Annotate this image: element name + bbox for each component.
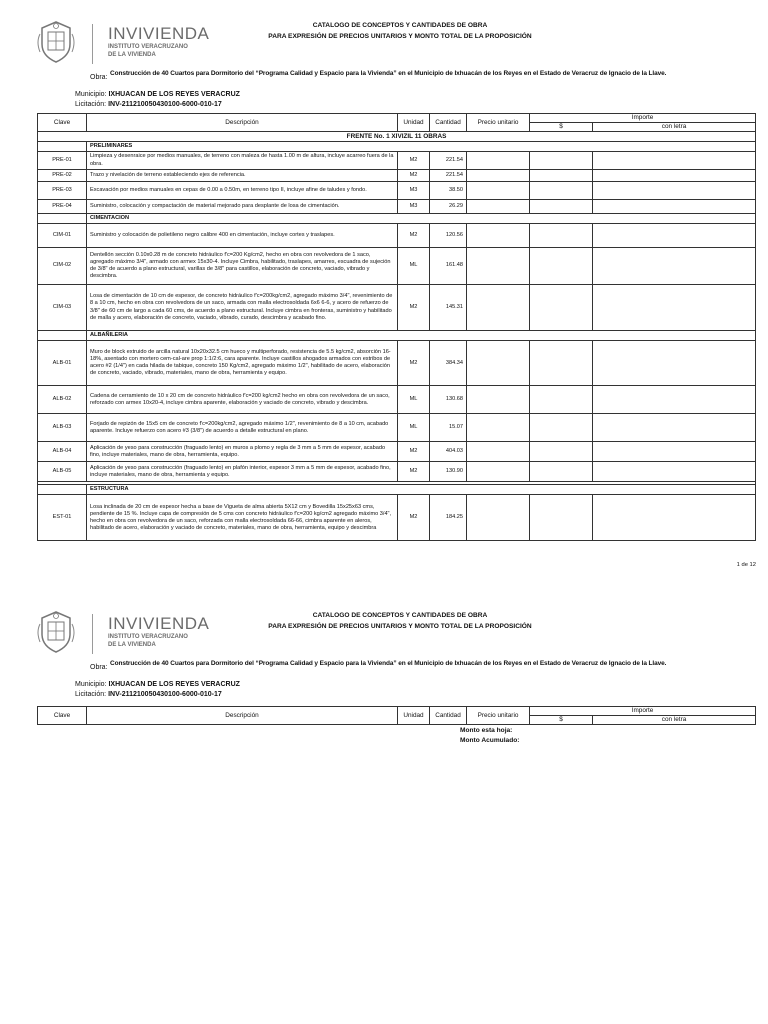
quantity-cell: 184.25 — [430, 495, 467, 541]
table-row — [38, 181, 756, 199]
catalog-title: CATALOGO DE CONCEPTOS Y CANTIDADES DE OBRA — [312, 22, 488, 29]
amount-cell[interactable] — [530, 386, 593, 414]
catalog-subtitle: PARA EXPRESIÓN DE PRECIOS UNITARIOS Y MONTO TOTAL DE LA PROPOSICIÓN — [268, 33, 532, 40]
unit-cell: ML — [398, 248, 430, 285]
amount-letters-cell[interactable] — [593, 341, 756, 386]
unit-cell: M2 — [398, 495, 430, 541]
col-pesos: $ — [530, 716, 593, 725]
obra-label: Obra: — [90, 664, 108, 671]
unit-cell: M2 — [398, 224, 430, 248]
section-cimentacion: CIMENTACION — [87, 213, 756, 223]
monto-acumulado-label: Monto Acumulado: — [460, 737, 520, 744]
amount-letters-cell[interactable] — [593, 248, 756, 285]
amount-letters-cell[interactable] — [593, 442, 756, 462]
frente-label: FRENTE No. 1 XIVIZIL 11 OBRAS — [38, 132, 756, 142]
invivienda-logo — [36, 20, 210, 68]
amount-letters-cell[interactable] — [593, 386, 756, 414]
amount-cell[interactable] — [530, 285, 593, 331]
quantity-cell: 38.50 — [430, 181, 467, 199]
amount-cell[interactable] — [530, 169, 593, 181]
veracruz-seal-icon — [36, 20, 76, 64]
amount-cell[interactable] — [530, 495, 593, 541]
clave-cell: PRE-03 — [38, 181, 87, 199]
description-cell: Muro de block extruido de arcilla natural 10x20x32.5 cm hueco y multiperforado, resistencia de 5.5 kg/cm2, absorción 16-18%, asentado con mortero cem-cal-are prop 1:1/2:6, cara aparente. Incluye castillos ahogados armados con estribos de acero #2 (1/4") en cada hilada de tabique, concreto 150 Kg/cm2, agregado máximo 1/2", habilitado de acero, elaboración de concreto, vaciado, vibrado, materiales, mano de obra, herramienta y equipo. — [87, 341, 398, 386]
unit-cell: ML — [398, 414, 430, 442]
col-clave: Clave — [38, 707, 87, 725]
logo-subtitle-2: DE LA VIVIENDA — [108, 642, 156, 648]
col-precio: Precio unitario — [467, 707, 530, 725]
quantity-cell: 26.29 — [430, 199, 467, 213]
invivienda-logo — [36, 610, 210, 658]
col-importe: Importe — [530, 114, 756, 123]
col-descripcion: Descripción — [87, 114, 398, 132]
col-importe: Importe — [530, 707, 756, 716]
obra-description: Construcción de 40 Cuartos para Dormitorio del “Programa Calidad y Espacio para la Vivienda” en el Municipio de Ixhuacán de los Reyes en el Estado de Veracruz de Ignacio de la Llave. — [110, 70, 667, 77]
price-cell[interactable] — [467, 341, 530, 386]
amount-letters-cell[interactable] — [593, 181, 756, 199]
quantity-cell: 15.07 — [430, 414, 467, 442]
col-cantidad: Cantidad — [430, 707, 467, 725]
col-descripcion: Descripción — [87, 707, 398, 725]
amount-letters-cell[interactable] — [593, 462, 756, 482]
municipio-label: Municipio: — [75, 91, 107, 98]
col-clave: Clave — [38, 114, 87, 132]
clave-cell: PRE-02 — [38, 169, 87, 181]
price-cell[interactable] — [467, 248, 530, 285]
section-row — [38, 142, 756, 152]
price-cell[interactable] — [467, 462, 530, 482]
catalog-title: CATALOGO DE CONCEPTOS Y CANTIDADES DE OBRA — [312, 612, 488, 619]
logo-name: INVIVIENDA — [108, 614, 210, 633]
price-cell[interactable] — [467, 386, 530, 414]
logo-subtitle-1: INSTITUTO VERACRUZANO — [108, 44, 188, 50]
col-precio: Precio unitario — [467, 114, 530, 132]
table-row — [38, 199, 756, 213]
price-cell[interactable] — [467, 169, 530, 181]
description-cell: Forjado de repizón de 15x5 cm de concreto f'c=200kg/cm2, agregado máximo 1/2", revenimiento de 8 a 10 cm, acabado aparente. Incluye refuerzo con acero #3 (3/8") de acuerdo a detalle estructural en plano. — [87, 414, 398, 442]
amount-cell[interactable] — [530, 462, 593, 482]
quantity-cell: 130.68 — [430, 386, 467, 414]
price-cell[interactable] — [467, 224, 530, 248]
table-row — [38, 341, 756, 386]
table-row — [38, 462, 756, 482]
licitacion-row — [75, 691, 222, 698]
table-row — [38, 285, 756, 331]
unit-cell: M2 — [398, 285, 430, 331]
municipio-row — [75, 681, 240, 688]
licitacion-label: Licitación: — [75, 101, 107, 108]
amount-cell[interactable] — [530, 199, 593, 213]
clave-cell: ALB-05 — [38, 462, 87, 482]
section-estructura: ESTRUCTURA — [87, 485, 756, 495]
price-cell[interactable] — [467, 442, 530, 462]
clave-cell: ALB-04 — [38, 442, 87, 462]
amount-cell[interactable] — [530, 341, 593, 386]
clave-cell: PRE-01 — [38, 152, 87, 169]
price-cell[interactable] — [467, 152, 530, 169]
table-row — [38, 169, 756, 181]
obra-description: Construcción de 40 Cuartos para Dormitorio del “Programa Calidad y Espacio para la Vivienda” en el Municipio de Ixhuacán de los Reyes en el Estado de Veracruz de Ignacio de la Llave. — [110, 660, 667, 667]
concepts-table-header — [37, 706, 756, 725]
quantity-cell: 130.90 — [430, 462, 467, 482]
section-preliminares: PRELIMINARES — [87, 142, 756, 152]
page-2 — [0, 590, 768, 1024]
table-row — [38, 248, 756, 285]
description-cell: Trazo y nivelación de terreno estableciendo ejes de referencia. — [87, 169, 398, 181]
amount-letters-cell[interactable] — [593, 495, 756, 541]
section-row — [38, 213, 756, 223]
licitacion-value: INV-211210050430100-6000-010-17 — [108, 691, 222, 698]
table-header-row — [38, 114, 756, 123]
description-cell: Suministro y colocación de polietileno negro calibre 400 en cimentación, incluye cortes y traslapes. — [87, 224, 398, 248]
amount-cell[interactable] — [530, 414, 593, 442]
unit-cell: M2 — [398, 462, 430, 482]
col-unidad: Unidad — [398, 114, 430, 132]
amount-cell[interactable] — [530, 181, 593, 199]
clave-cell: ALB-03 — [38, 414, 87, 442]
section-row — [38, 485, 756, 495]
col-cantidad: Cantidad — [430, 114, 467, 132]
clave-cell: PRE-04 — [38, 199, 87, 213]
description-cell: Excavación por medios manuales en cepas de 0.00 a 0.50m, en terreno tipo II, incluye afine de taludes y fondo. — [87, 181, 398, 199]
unit-cell: M2 — [398, 442, 430, 462]
description-cell: Losa inclinada de 20 cm de espesor hecha a base de Vigueta de alma abierta 5X12 cm y Bovedilla 15x25x63 cms, pendiente de 15 %. Incluye capa de compresión de 5 cms con concreto hidráulico f'c=200 kg/cm2 agregado máximo 3/4", hecho en obra con revolvedora de un saco, reforzada con malla electrosoldada 66-66, cimbra aparente en aleros, habilitado de acero, elaboración y vaciado de concreto, materiales, mano de obra, herramienta, equipo y descimbra — [87, 495, 398, 541]
description-cell: Dentellón sección 0.10x0.28 m de concreto hidráulico f'c=200 Kg/cm2, hecho en obra con revolvedora de 1 saco, agregado máximo 3/4", armado con armex 15x30-4. Incluye Cimbra, habilitado, traslapes, amarres, escuadra de sujeción de 3/8" de acuerdo a plano estructural, varillas de 3/8" para castillos, elaboración de concreto, vaciado, vibrado y descimbra. — [87, 248, 398, 285]
amount-letters-cell[interactable] — [593, 169, 756, 181]
description-cell: Cadena de cerramiento de 10 x 20 cm de concreto hidráulico f'c=200 kg/cm2 hecho en obra con revolvedora de un saco, reforzado con armex 10x20-4, incluye cimbra aparente, elaboración y vaciado de concreto, vibrado y descimbra. — [87, 386, 398, 414]
monto-hoja-label: Monto esta hoja: — [460, 727, 513, 734]
quantity-cell: 120.56 — [430, 224, 467, 248]
municipio-label: Municipio: — [75, 681, 107, 688]
description-cell: Losa de cimentación de 10 cm de espesor, de concreto hidráulico f'c=200kg/cm2, agregado máximo 3/4", revenimiento de 8 a 10 cm, hecho en obra con revolvedora de un saco, armada con malla electrosoldada 6x6 6-6, y acero de refuerzo de 3/8" de 60 cm de largo a cada 60 cms, de acuerdo a plano estructural. Incluye cimbra en fronteras, suministro y habilitado de malla y acero, elaboración de concreto, vaciado, vibrado, curado, descimbra y acabado fino. — [87, 285, 398, 331]
quantity-cell: 384.34 — [430, 341, 467, 386]
amount-cell[interactable] — [530, 152, 593, 169]
unit-cell: M3 — [398, 199, 430, 213]
clave-cell: CIM-03 — [38, 285, 87, 331]
table-row — [38, 442, 756, 462]
page-number: 1 de 12 — [736, 562, 756, 568]
amount-letters-cell[interactable] — [593, 224, 756, 248]
price-cell[interactable] — [467, 414, 530, 442]
unit-cell: M3 — [398, 181, 430, 199]
obra-label: Obra: — [90, 74, 108, 81]
municipio-value: IXHUACAN DE LOS REYES VERACRUZ — [108, 681, 240, 688]
quantity-cell: 145.31 — [430, 285, 467, 331]
catalog-subtitle: PARA EXPRESIÓN DE PRECIOS UNITARIOS Y MONTO TOTAL DE LA PROPOSICIÓN — [268, 623, 532, 630]
logo-subtitle-1: INSTITUTO VERACRUZANO — [108, 634, 188, 640]
table-row — [38, 224, 756, 248]
description-cell: Aplicación de yeso para construcción (fraguado lento) en plafón interior, espesor 3 mm a 5 mm de espesor, acabado fino, incluye materiales, mano de obra, herramienta y equipo. — [87, 462, 398, 482]
quantity-cell: 161.48 — [430, 248, 467, 285]
municipio-row — [75, 91, 240, 98]
veracruz-seal-icon — [36, 610, 76, 654]
licitacion-value: INV-211210050430100-6000-010-17 — [108, 101, 222, 108]
logo-name: INVIVIENDA — [108, 24, 210, 43]
description-cell: Limpieza y desenraice por medios manuales, de terreno con maleza de hasta 1.00 m de altura, incluye acarreo fuera de la obra. — [87, 152, 398, 169]
table-row — [38, 386, 756, 414]
amount-letters-cell[interactable] — [593, 152, 756, 169]
amount-letters-cell[interactable] — [593, 199, 756, 213]
price-cell[interactable] — [467, 285, 530, 331]
table-row — [38, 152, 756, 169]
price-cell[interactable] — [467, 181, 530, 199]
description-cell: Aplicación de yeso para construcción (fraguado lento) en muros a plomo y regla de 3 mm a 5 mm de espesor, acabado fino, incluye materiales, mano de obra, herramienta, equipo. — [87, 442, 398, 462]
price-cell[interactable] — [467, 495, 530, 541]
frente-row — [38, 132, 756, 142]
municipio-value: IXHUACAN DE LOS REYES VERACRUZ — [108, 91, 240, 98]
unit-cell: M2 — [398, 341, 430, 386]
clave-cell: CIM-02 — [38, 248, 87, 285]
quantity-cell: 221.54 — [430, 169, 467, 181]
quantity-cell: 404.03 — [430, 442, 467, 462]
amount-cell[interactable] — [530, 442, 593, 462]
clave-cell: ALB-02 — [38, 386, 87, 414]
quantity-cell: 221.54 — [430, 152, 467, 169]
col-letra: con letra — [593, 716, 756, 725]
logo-subtitle-2: DE LA VIVIENDA — [108, 52, 156, 58]
col-letra: con letra — [593, 123, 756, 132]
unit-cell: ML — [398, 386, 430, 414]
description-cell: Suministro, colocación y compactación de material mejorado para desplante de losa de cimentación. — [87, 199, 398, 213]
licitacion-label: Licitación: — [75, 691, 107, 698]
clave-cell: ALB-01 — [38, 341, 87, 386]
table-row — [38, 414, 756, 442]
logo-divider — [92, 614, 93, 654]
col-pesos: $ — [530, 123, 593, 132]
section-albanileria: ALBAÑILERIA — [87, 331, 756, 341]
amount-letters-cell[interactable] — [593, 414, 756, 442]
amount-letters-cell[interactable] — [593, 285, 756, 331]
clave-cell: CIM-01 — [38, 224, 87, 248]
col-unidad: Unidad — [398, 707, 430, 725]
amount-cell[interactable] — [530, 248, 593, 285]
table-row — [38, 495, 756, 541]
price-cell[interactable] — [467, 199, 530, 213]
clave-cell: EST-01 — [38, 495, 87, 541]
unit-cell: M2 — [398, 152, 430, 169]
logo-divider — [92, 24, 93, 64]
licitacion-row — [75, 101, 222, 108]
concepts-table — [37, 113, 756, 541]
amount-cell[interactable] — [530, 224, 593, 248]
section-row — [38, 331, 756, 341]
unit-cell: M2 — [398, 169, 430, 181]
table-header-row — [38, 707, 756, 716]
